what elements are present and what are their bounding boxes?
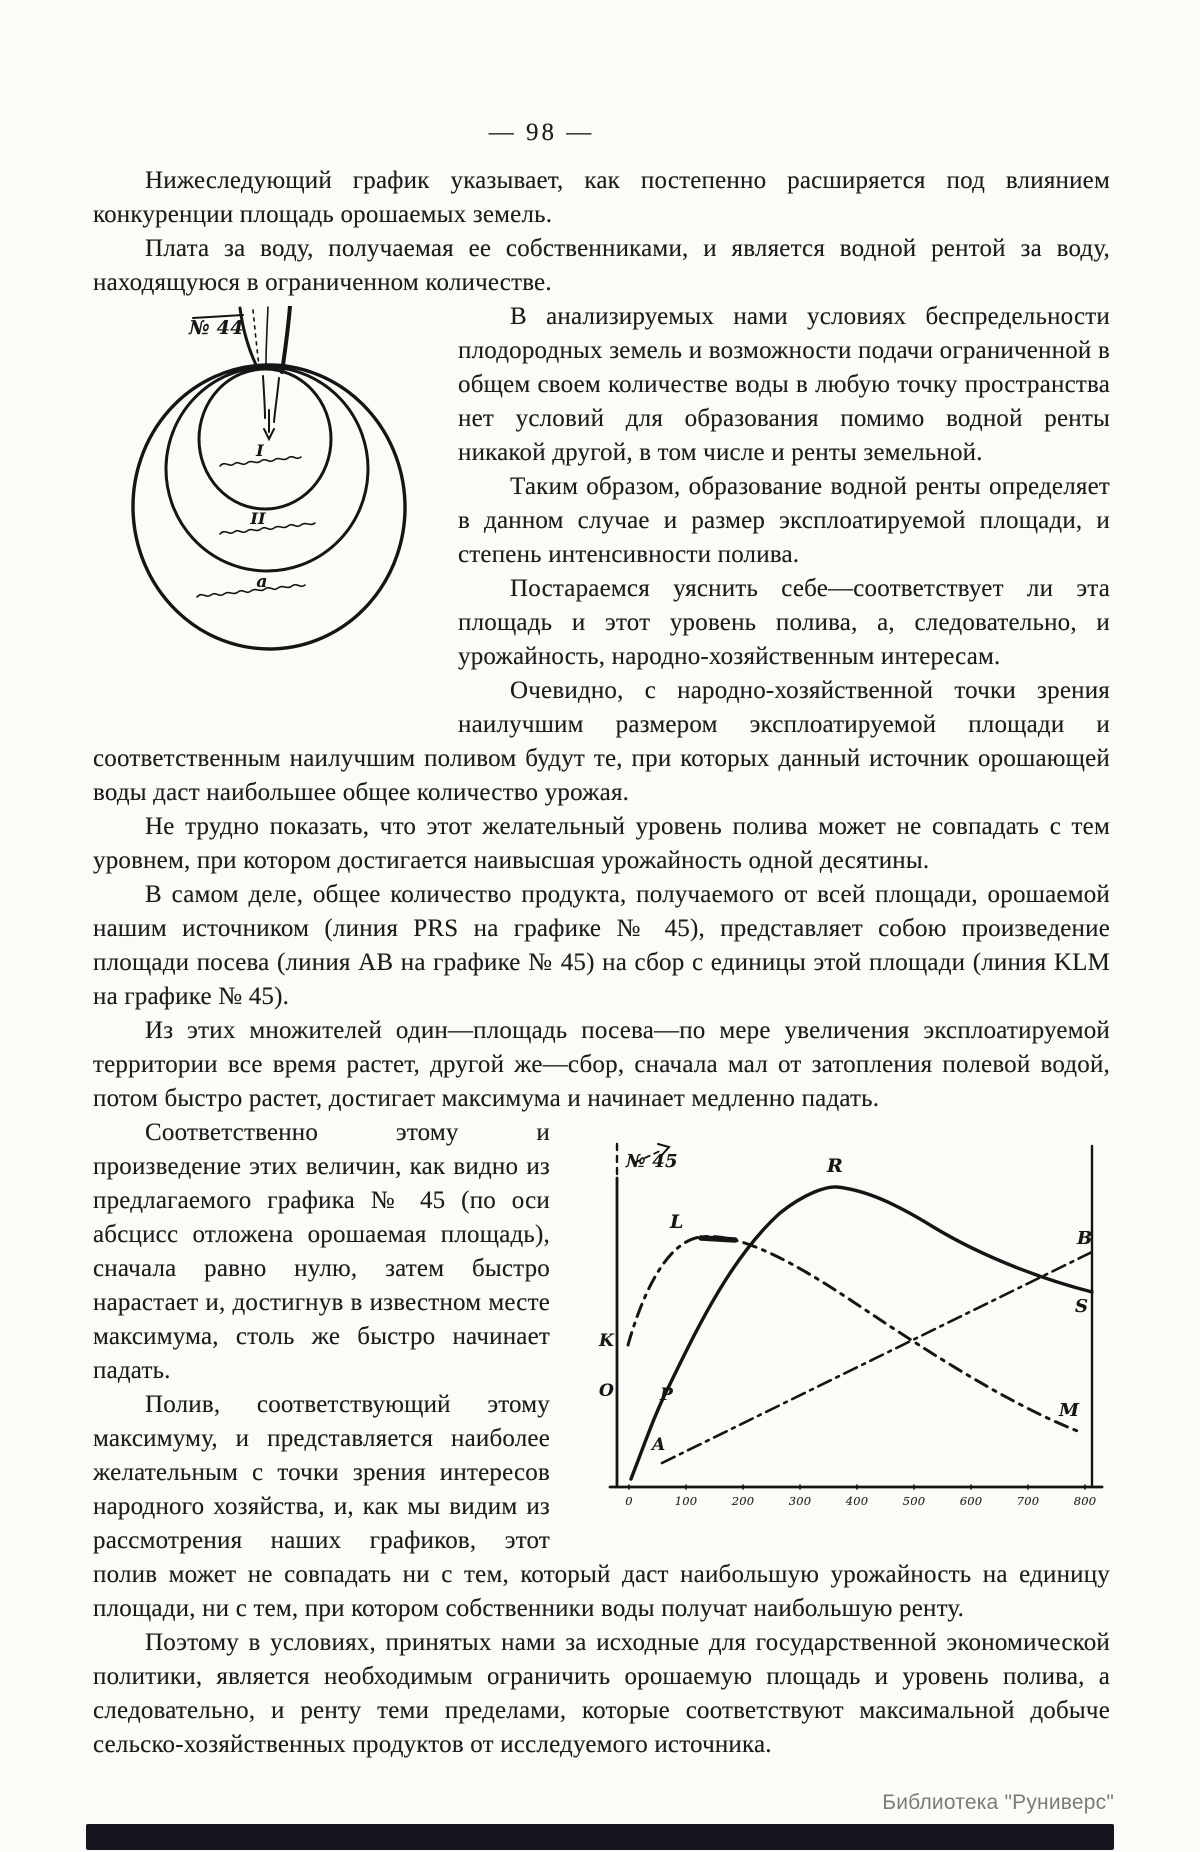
handwritten-note-zone3: [197, 585, 305, 597]
x-tick-label: 800: [1073, 1494, 1097, 1508]
x-tick-label: 0: [625, 1494, 633, 1508]
zone-label-2: II: [250, 509, 266, 528]
figure-44-irrigation-zones: [93, 306, 438, 658]
x-tick-label: 100: [674, 1494, 698, 1508]
paragraph: Постараемся уяснить себе—соответствует ли эта площадь и этот уровень полива, а, следовательно, и урожайность, народно-хозяйственным интересам.: [458, 575, 1110, 670]
point-label-l: L: [670, 1211, 684, 1233]
paragraph: Таким образом, образование водной ренты определяет в данном случае и размер эксплоатируемой площади, и степень интенсивности полива.: [458, 473, 1110, 568]
point-label-o: O: [598, 1381, 614, 1401]
curve-prs: [631, 1187, 1092, 1479]
stream-inside-right: [274, 378, 279, 422]
figure-45-chart: [570, 1120, 1110, 1518]
paragraph: Нижеследующий график указывает, как постепенно расширяется под влиянием конкуренции площадь орошаемых земель.: [93, 167, 1110, 228]
zone-ellipse-outer: [128, 360, 410, 653]
stream-right-bank: [282, 306, 290, 372]
figure-44-drawing: [93, 306, 438, 658]
point-label-r: R: [827, 1155, 843, 1177]
line-ab: [662, 1252, 1092, 1463]
x-tick-label: 600: [959, 1494, 983, 1508]
x-tick-label: 300: [788, 1494, 812, 1508]
point-label-m: M: [1059, 1400, 1080, 1421]
handwritten-note-zone2: [220, 523, 315, 534]
point-label-s: S: [1075, 1296, 1089, 1317]
paragraph: Не трудно показать, что этот желательный уровень полива может не совпадать с тем уровнем, при котором достигается наивысшая урожайность одной десятины.: [93, 813, 1110, 874]
figure-44-title: № 44: [189, 317, 244, 339]
point-label-b: B: [1077, 1228, 1093, 1249]
paragraph: Полив, соответствующий этому максимуму, и представляется наиболее желательным с точки зрения интересов народного хозяйства, и, как мы видим из рассмотрения наших графиков, этот полив может не совпадать ни с тем, который даст наибольшую урожайность на единицу площади, ни с тем, при котором собственники воды получат наибольшую ренту.: [93, 1391, 1110, 1622]
stream-inside-left: [263, 376, 265, 418]
x-tick-label: 500: [902, 1494, 926, 1508]
chart-title: № 45: [626, 1151, 678, 1172]
point-label-p: P: [660, 1385, 673, 1405]
library-watermark: Библиотека "Руниверс": [882, 1791, 1114, 1814]
zone-label-1: I: [256, 441, 264, 460]
point-label-k: K: [599, 1331, 614, 1351]
zone-ellipse-inner: [199, 369, 331, 509]
chart-45: [570, 1120, 1110, 1518]
paragraph: В анализируемых нами условиях беспредельности плодородных земель и возможности подачи ограниченной в общем своем количестве воды в любую точку пространства нет условий для образования помимо водной ренты никакой другой, в том числе и ренты земельной.: [458, 303, 1110, 466]
stream-flow-line: [266, 307, 268, 364]
zone-label-3: а: [256, 572, 268, 592]
x-tick-label: 200: [731, 1494, 755, 1508]
paragraph: Очевидно, с народно-хозяйственной точки зрения наилучшим размером эксплоатируемой площади и соответственным наилучшим поливом будут те, при которых данный источник орошающей воды даст наибольшее общее количество урожая.: [93, 677, 1110, 806]
paragraph: Из этих множителей один—площадь посева—по мере увеличения эксплоатируемой территории все время растет, другой же—сбор, сначала мал от затопления полевой водой, потом быстро растет, достигает максимума и начинает медленно падать.: [93, 1017, 1110, 1112]
paragraph: Соответственно этому и произведение этих величин, как видно из предлагаемого графика № 45 (по оси абсцисс отложена орошаемая площадь), сначала равно нулю, затем быстро нарастает и, достигнув в известном месте максимума, столь же быстро начинает падать.: [93, 1119, 550, 1384]
paragraph: В самом деле, общее количество продукта, получаемого от всей площади, орошаемой нашим источником (линия PRS на графике № 45), представляет собою произведение площади посева (линия AB на графике № 45) на сбор с единицы этой площади (линия KLM на графике № 45).: [93, 881, 1110, 1010]
scan-bottom-bar: [86, 1824, 1114, 1850]
point-label-a: A: [652, 1435, 666, 1455]
paragraph: Плата за воду, получаемая ее собственниками, и является водной рентой за воду, находящуюся в ограниченном количестве.: [93, 235, 1110, 296]
paragraph: Поэтому в условиях, принятых нами за исходные для государственной экономической политики, является необходимым ограничить орошаемую площадь и уровень полива, а следовательно, и ренту теми пределами, которые соответствуют максимальной добыче сельско-хозяйственных продуктов от исследуемого источника.: [93, 1629, 1110, 1758]
zone-ellipse-middle: [163, 364, 372, 575]
page-number: — 98 —: [488, 119, 595, 146]
x-tick-label: 700: [1016, 1494, 1040, 1508]
curve-crossing-mark: [701, 1238, 735, 1240]
x-tick-label: 400: [845, 1494, 869, 1508]
